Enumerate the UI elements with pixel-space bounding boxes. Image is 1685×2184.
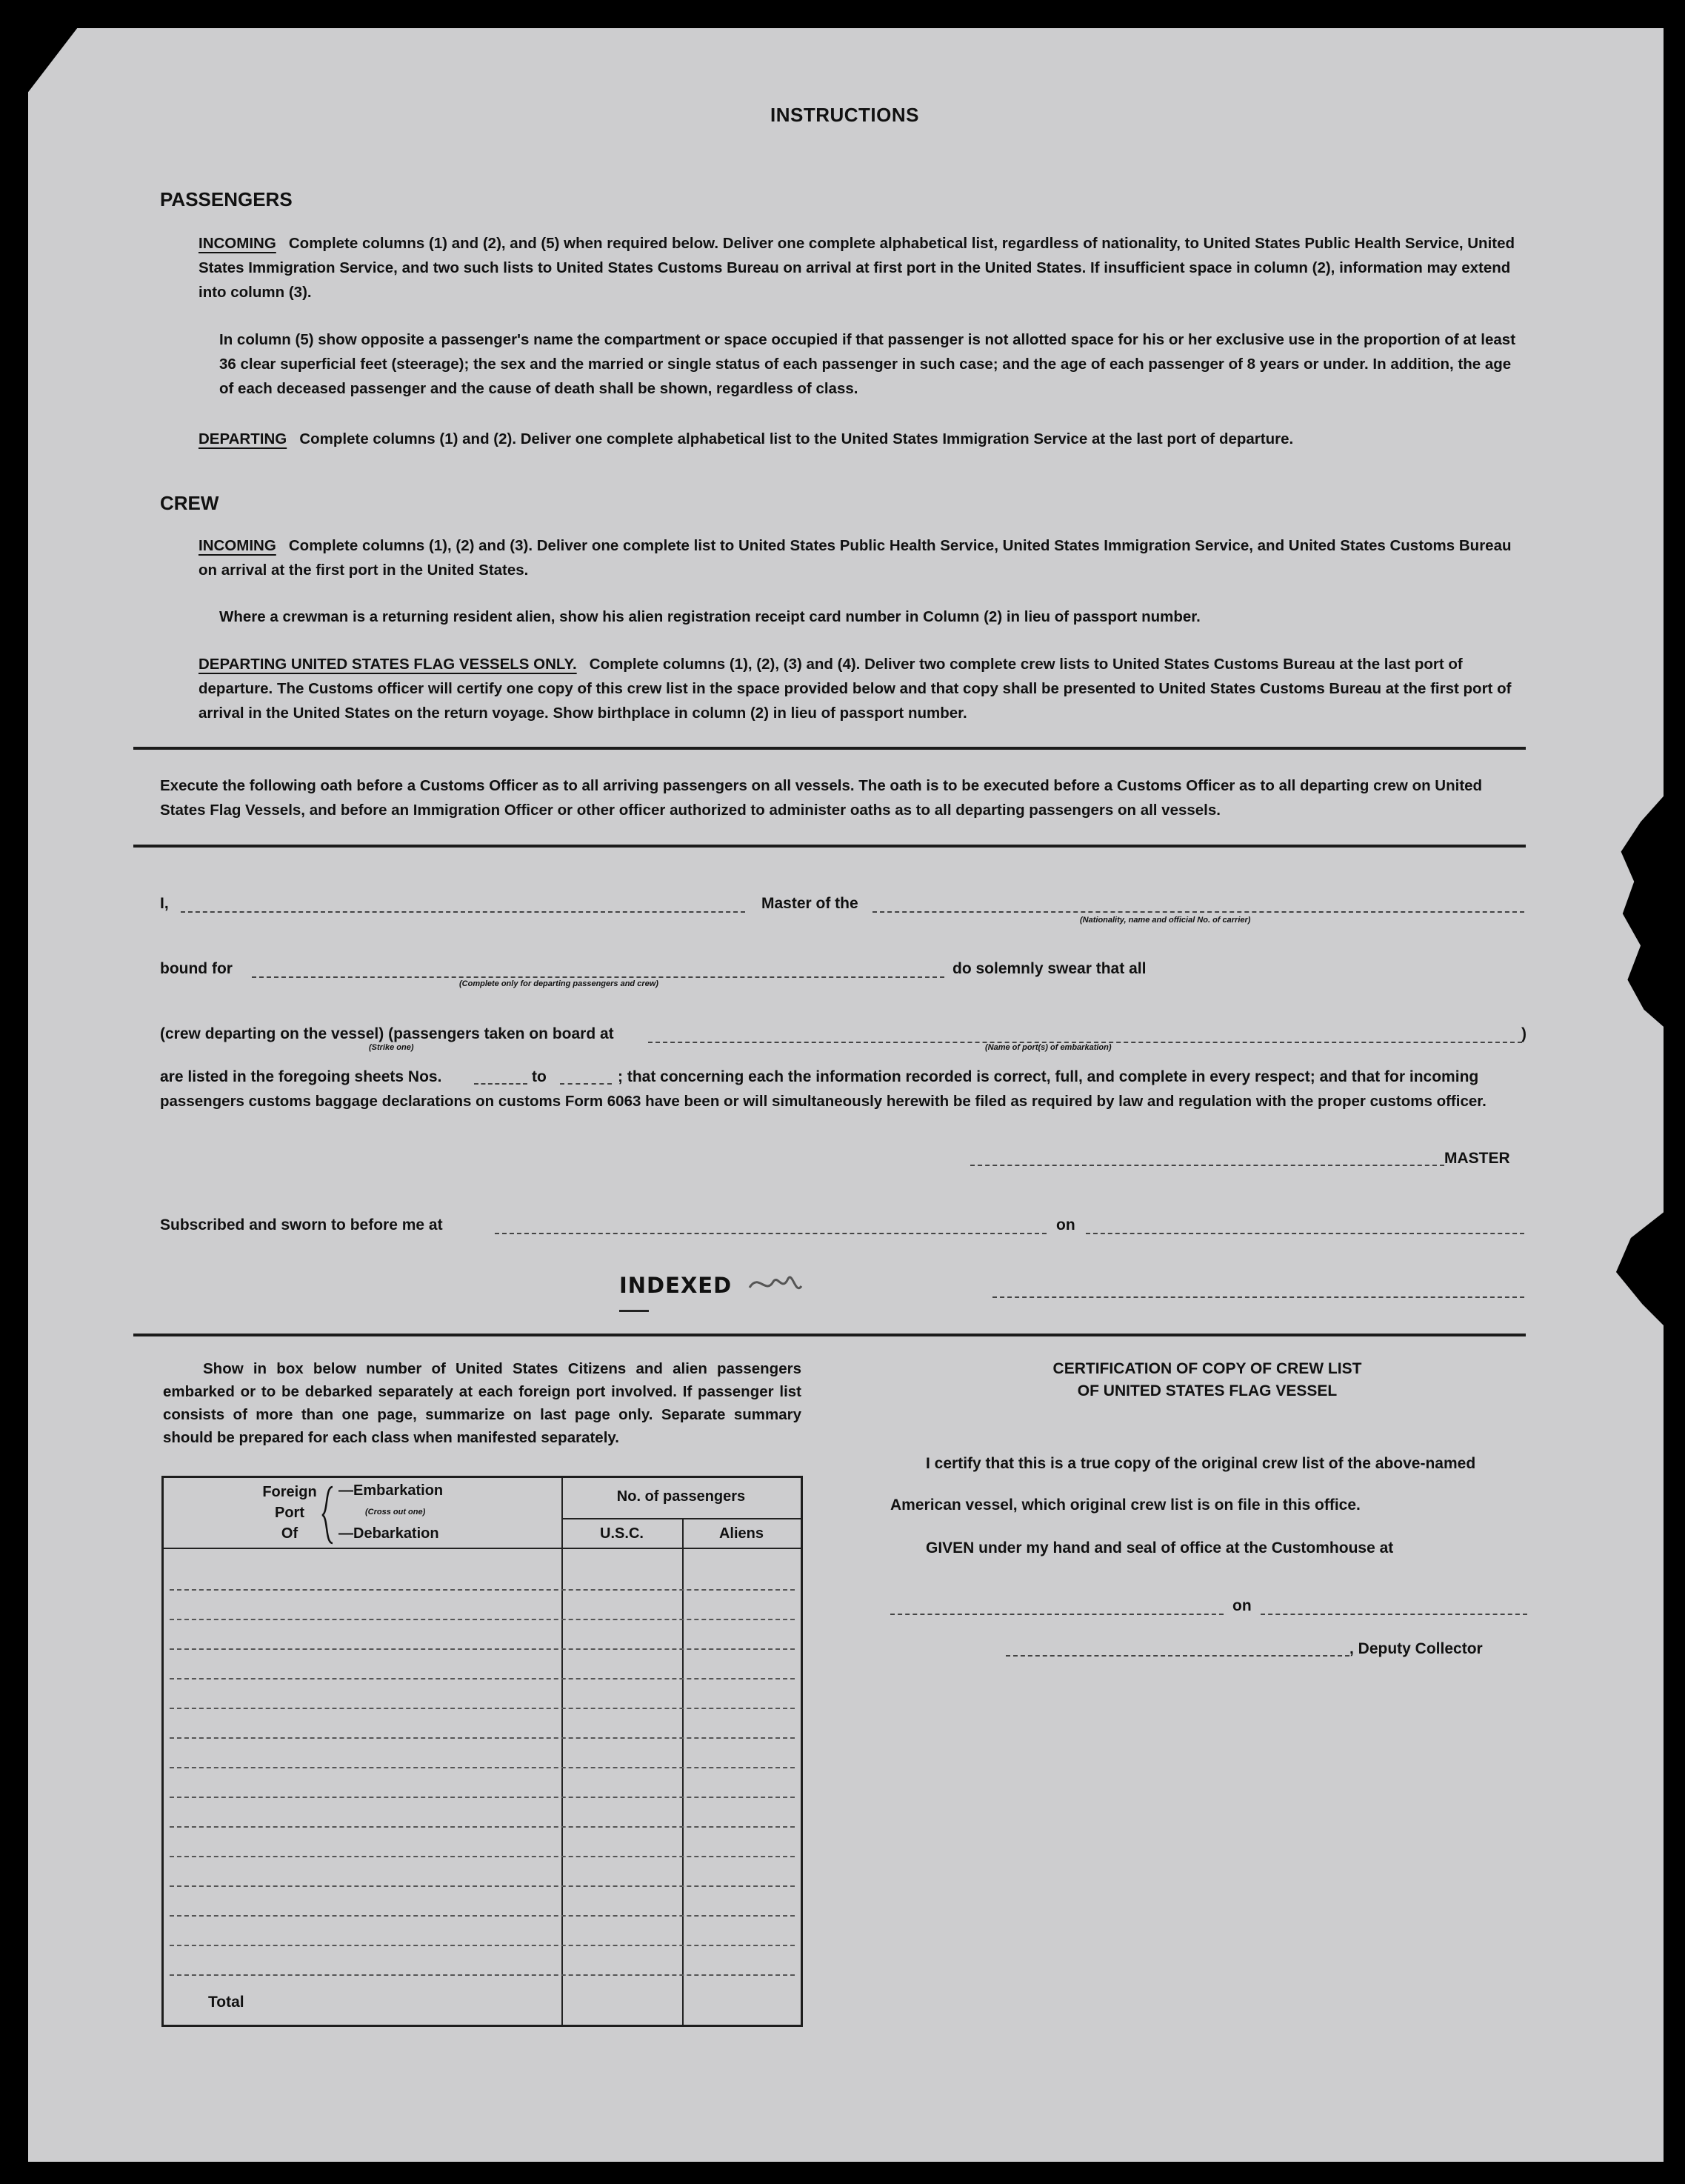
box-row-line[interactable] [170,1915,795,1917]
aliens-label: Aliens [718,1525,764,1542]
passengers-heading: PASSENGERS [160,188,293,210]
certification-date-field[interactable] [1261,1614,1527,1615]
nationality-note: (Nationality, name and official No. of carrier) [1080,916,1251,925]
box-row-line[interactable] [170,1737,795,1739]
listed-text-2: ; that concerning each the information recorded is correct, full, and complete in every respect; and that for incoming [618,1068,1479,1085]
box-row-line[interactable] [170,1797,795,1798]
indexed-underline [619,1310,649,1312]
divider-rule [133,845,1526,848]
crew-departing-paragraph [198,652,1524,725]
solemnly-label: do solemnly swear that all [952,960,1147,977]
master-of-the-label: Master of the [761,895,858,912]
ports-note: (Name of port(s) of embarkation) [985,1043,1112,1052]
box-row-line[interactable] [170,1945,795,1946]
listed-text-1: are listed in the foregoing sheets Nos. [160,1068,442,1085]
sheet-to-field[interactable] [560,1083,612,1085]
passengers-departing-label: DEPARTING [198,430,287,447]
crew-resident-paragraph: Where a crewman is a returning resident alien, show his alien registration receipt card number in Column (2) in lieu of passport number. [219,608,1201,625]
box-row-line[interactable] [170,1678,795,1679]
of-label: Of [281,1525,298,1542]
crew-departing-text: Complete columns (1), (2), (3) and (4). Deliver two complete crew lists to United States Customs Bureau at the last port of departure. The Customs officer will certify one copy of this crew list in the space provided below and that copy shall be presented to United States Customs Bureau at the first port of arrival in the United States on the return voyage. Show birthplace in column (2) in lieu of passport number. [198,656,1512,722]
oath-instruction: Execute the following oath before a Customs Officer as to all arriving passengers on all vessels. The oath is to be executed before a Customs Officer as to all departing crew on United States Flag Vessels, and before an Immigration Officer or other officer authorized to administer oaths as to all departing passengers on all vessels. [160,777,1483,819]
master-name-field[interactable] [181,911,745,913]
initials-mark [744,1265,810,1307]
indexed-stamp: INDEXED [619,1273,733,1298]
passenger-summary-box [161,1476,803,2027]
box-row-line[interactable] [170,1856,795,1857]
crew-incoming-label: INCOMING [198,537,276,554]
box-row-line[interactable] [170,1589,795,1591]
debarkation-label: —Debarkation [338,1525,439,1542]
on-label: on [1056,1216,1075,1234]
master-label: MASTER [1444,1150,1510,1167]
crew-incoming-paragraph [198,533,1524,582]
crew-heading: CREW [160,492,219,514]
sheet-from-field[interactable] [474,1083,527,1085]
bound-for-field[interactable] [252,976,944,978]
divider-rule [133,747,1526,750]
bound-for-label: bound for [160,960,233,977]
divider-rule [133,1334,1526,1336]
total-label: Total [208,1994,244,2011]
usc-label: U.S.C. [600,1525,644,1542]
box-row-line[interactable] [170,1648,795,1650]
to-label: to [532,1068,547,1085]
certification-heading-2: OF UNITED STATES FLAG VESSEL [1077,1382,1338,1399]
customhouse-field[interactable] [890,1614,1224,1615]
subscribed-label: Subscribed and sworn to before me at [160,1216,443,1234]
box-row-line[interactable] [170,1619,795,1620]
certification-heading-1: CERTIFICATION OF COPY OF CREW LIST [1052,1360,1362,1377]
embarkation-label: —Embarkation [338,1482,444,1499]
passengers-incoming-text: Complete columns (1) and (2), and (5) when required below. Deliver one complete alphabetical list, regardless of nationality, to United States Public Health Service, United States Immigration Service, and two such lists to United States Customs Bureau on arrival at first port in the United States. If insufficient space in column (2), information may extend into column (3). [198,235,1515,301]
certification-on-label: on [1232,1597,1252,1614]
box-row-line[interactable] [170,1826,795,1828]
box-column-divider [682,1518,684,2025]
passengers-departing-text: Complete columns (1) and (2). Deliver one complete alphabetical list to the United States Immigration Service at the last port of departure. [299,430,1294,447]
box-row-line[interactable] [170,1885,795,1887]
box-header-rule [561,1518,801,1519]
oath-i-label: I, [160,895,169,912]
listed-text-3: passengers customs baggage declarations on customs Form 6063 have been or will simultaneously herewith be filed as required by law and regulation with the proper customs officer. [160,1093,1487,1110]
box-column-divider [561,1478,563,2025]
sworn-location-field[interactable] [495,1233,1047,1234]
certification-line-2: American vessel, which original crew list is on file in this office. [890,1496,1361,1514]
cross-out-note: (Cross out one) [365,1508,426,1517]
passengers-incoming-label: INCOMING [198,235,276,252]
port-label: Port [275,1505,304,1521]
box-row-line[interactable] [170,1708,795,1709]
summary-instruction: Show in box below number of United States Citizens and alien passengers embarked or to be debarked separately at each foreign port involved. If passenger list consists of more than one page, summarize on last page only. Separate summary should be prepared for each class when manifested separately. [163,1360,801,1446]
certification-line-1: I certify that this is a true copy of the original crew list of the above-named [926,1455,1476,1472]
box-header-rule [164,1548,801,1549]
no-passengers-label: No. of passengers [616,1488,746,1505]
page-title: INSTRUCTIONS [770,104,919,126]
deputy-signature-field[interactable] [1006,1655,1349,1657]
certification-line-3: GIVEN under my hand and seal of office at the Customhouse at [926,1539,1394,1557]
extra-line [992,1296,1524,1298]
foreign-label: Foreign [262,1484,317,1500]
sworn-date-field[interactable] [1086,1233,1524,1234]
strike-one-note: (Strike one) [369,1043,414,1052]
complete-only-note: (Complete only for departing passengers and crew) [459,979,658,988]
passengers-departing-paragraph [198,427,1524,451]
deputy-collector-label: , Deputy Collector [1349,1640,1483,1657]
vessel-field[interactable] [872,911,1524,913]
passengers-incoming-paragraph [198,231,1524,304]
brace-icon [319,1485,337,1545]
close-paren: ) [1521,1025,1526,1042]
crew-departing-label: DEPARTING UNITED STATES FLAG VESSELS ONLY. [198,656,577,673]
box-row-line[interactable] [170,1974,795,1976]
crew-incoming-text: Complete columns (1), (2) and (3). Deliver one complete list to United States Public Health Service, United States Immigration Service, and United States Customs Bureau on arrival at the first port in the United States. [198,537,1512,579]
passengers-column5-paragraph: In column (5) show opposite a passenger's name the compartment or space occupied if that passenger is not allotted space for his or her exclusive use in the proportion of at least 36 clear superficial feet (steerage); the sex and the married or single status of each passenger in such case; and the age of each passenger of 8 years or under. In addition, the age of each deceased passenger and the cause of death shall be shown, regardless of class. [219,331,1516,397]
crew-departing-label: (crew departing on the vessel) (passengers taken on board at [160,1025,614,1042]
master-signature-field[interactable] [970,1165,1444,1166]
box-row-line[interactable] [170,1767,795,1768]
